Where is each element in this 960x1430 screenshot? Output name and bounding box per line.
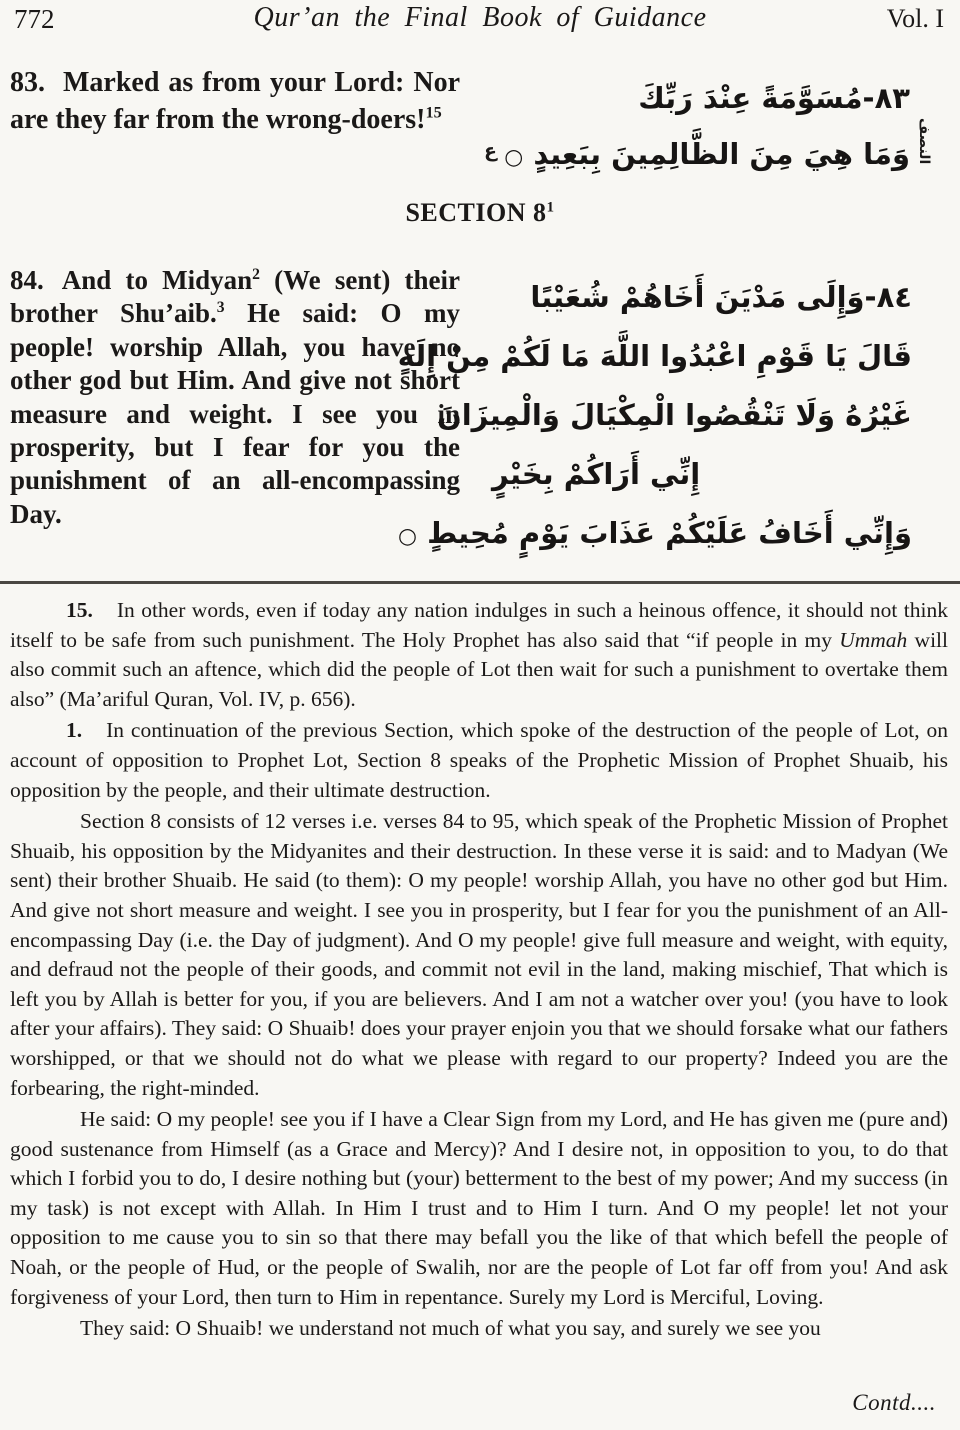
arabic-line: إِنِّي أَرَاكُمْ بِخَيْرٍ [492,457,701,491]
footnote-1-number: 1. [66,718,83,743]
contd-label: Contd.... [852,1390,936,1415]
verse-83-text: Marked as from your Lord: Nor are they far from the wrong-doers! [10,67,460,135]
italic-term: Ummah [839,627,908,652]
verse-83-arabic [505,70,910,186]
verse-84-english [10,264,460,531]
ruku-marker-icon: ع [484,140,497,162]
page-number: 772 [14,4,55,34]
footnotes-section [10,596,948,1346]
footnote-15-number: 15. [66,598,93,622]
section-label: SECTION 8 [405,198,547,227]
ayah-end-icon: ○ [398,524,417,549]
verse-84-arabic [397,268,912,566]
verse-84-text: (We sent) their brother Shu’aib. [10,265,461,329]
arabic-line: وَمَا هِيَ مِنَ الظَّالِمِينَ بِبَعِيدٍ ○ [504,137,910,171]
arabic-line: غَيْرُهُ وَلَا تَنْقُصُوا الْمِكْيَالَ وَالْمِيزَانَ [436,398,912,432]
book-title: Qur’an the Final Book of Guidance [253,2,707,33]
verse-83-english [10,64,460,138]
arabic-line: وَإِنِّي أَخَافُ عَلَيْكُمْ عَذَابَ يَوْمٍ مُحِيطٍ ○ [398,516,912,550]
arabic-line: قَالَ يَا قَوْمِ اعْبُدُوا اللَّهَ مَا لَكُمْ مِنْ إِلَهٍ [397,339,912,373]
page-header [0,2,960,42]
verse-83-number: 83. [10,67,45,98]
commentary-paragraph: They said: O Shuaib! we understand not much of what you say, and surely we see you [80,1316,821,1341]
divider-rule [0,581,960,584]
arabic-line: ٨٣-مُسَوَّمَةً عِنْدَ رَبِّكَ [638,81,910,115]
footnote-ref-3: 3 [216,299,225,317]
commentary-paragraph: He said: O my people! see you if I have a Clear Sign from my Lord, and He has given me (pure and) good sustenance from Himself (as a Grace and Mercy)? And I desire not, in opposition to you, to do that which I forbid you to do, I desire nothing but (your) betterment to the best of my power; And my success (in my task) is not except with Allah. In Him I trust and to Him I turn. And O my people! let not your opposition to me cause you to sin so that there may befall you the like of that which befell the people of Noah, or the people of Hud, or the people of Swalih, nor are the people of Lot far off from you! And ask forgiveness of your Lord, then turn to Him in repentance. Surely my Lord is Merciful, Loving. [10,1107,948,1309]
footnote-ref-15: 15 [425,103,442,122]
footnote-15: 15. In other words, even if today any nation indulges in such a heinous offence, it should not think itself to be safe from such punishment. The Holy Prophet has also said that “if people in my Ummah will also commit such an aftence, which did the people of Lot then wait for such a punishment to overtake them also” (Ma’ariful Quran, Vol. IV, p. 656). [10,598,948,711]
volume-label: Vol. I [886,4,944,33]
arabic-line: ٨٤-وَإِلَى مَدْيَنَ أَخَاهُمْ شُعَيْبًا [530,280,912,314]
margin-marker-nisf: النصف [916,118,932,165]
verse-84-text: And to Midyan [61,265,253,295]
footnote-1: 1. In continuation of the previous Section, which spoke of the destruction of the people of Lot, on account of opposition to Prophet Lot, Section 8 speaks of the Prophetic Mission of Prophet Shuaib, his opposition by the people, and their ultimate destruction. [10,718,948,802]
verse-84-number: 84. [10,265,44,295]
ayah-end-icon: ○ [504,145,524,170]
verse-84-text: He said: O my people! worship Allah, you have no other god but Him. And give not short measure and weight. I see you in prosperity, but I fear for you the punishment of an all-encompassing Day. [10,298,460,529]
footnote-ref-1: 1 [546,199,555,216]
section-heading [0,198,960,228]
commentary-paragraph: Section 8 consists of 12 verses i.e. verses 84 to 95, which speak of the Prophetic Mission of Prophet Shuaib, his opposition by the Midyanites and their destruction. In these verse it is said: and to Madyan (We sent) their brother Shuaib. He said (to them): O my people! worship Allah, you have no other god but Him. And give not short measure and weight. I see you in prosperity, but I fear for you the punishment of an All-encompassing Day (i.e. the Day of judgment). And O my people! give full measure and weight, with equity, and defraud not the people of their goods, and commit not evil in the land, making mischief, That which is left you by Allah is better for you, if you are believers. And I am not a watcher over you! (you have to look after your affairs). They said: O Shuaib! does your prayer enjoin you that we should forsake what our fathers worshipped, or that we should not do what we please with regard to our property? Indeed you are the forbearing, the right-minded. [10,809,948,1100]
footnote-ref-2: 2 [252,266,260,283]
